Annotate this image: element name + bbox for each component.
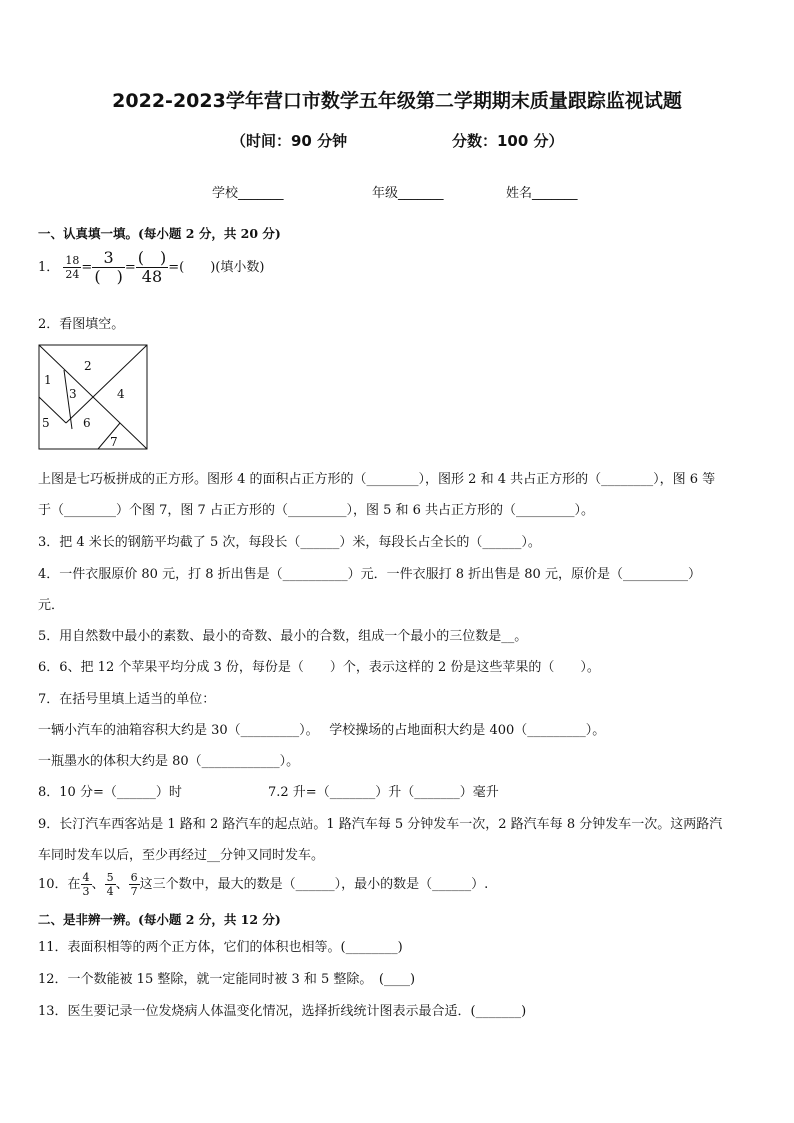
exam-time: （时间：90 分钟 — [231, 132, 348, 150]
school-field: 学校_______ — [212, 186, 284, 201]
question-11: 11．表面积相等的两个正方体，它们的体积也相等。(________) — [38, 940, 403, 955]
equals-sign: = — [124, 260, 136, 275]
tangram-label-2: 2 — [84, 359, 92, 373]
exam-score: 分数：100 分） — [452, 132, 564, 150]
fraction-5-4 — [105, 872, 116, 897]
question-7-line-1: 一辆小汽车的油箱容积大约是 30（_________）。 学校操场的占地面积大约是 400（_________）。 — [38, 723, 606, 738]
question-2: 2．看图填空。 — [38, 317, 125, 332]
tangram-label-6: 6 — [83, 416, 91, 430]
tangram-label-1: 1 — [44, 373, 52, 387]
question-8-part-1: 8．10 分=（______）时 — [38, 785, 182, 800]
separator: 、 — [91, 877, 105, 892]
fraction-blank-48 — [136, 250, 169, 285]
question-1-tail: =( )(填小数) — [168, 260, 265, 275]
fraction-denominator: 48 — [141, 267, 163, 286]
question-3: 3．把 4 米长的钢筋平均截了 5 次，每段长（______）米，每段长占全长的（______）。 — [38, 535, 541, 550]
question-1 — [38, 250, 264, 285]
tangram-label-5: 5 — [42, 416, 50, 430]
fraction-numerator: 18 — [65, 254, 80, 267]
question-10-prefix: 10．在 — [38, 877, 81, 892]
fraction-denominator: 4 — [106, 885, 114, 898]
fraction-18-24 — [63, 255, 81, 280]
tangram-label-7: 7 — [110, 435, 118, 449]
fraction-denominator: 3 — [82, 885, 90, 898]
question-5: 5．用自然数中最小的素数、最小的奇数、最小的合数，组成一个最小的三位数是__。 — [38, 629, 528, 644]
section-2-heading: 二、是非辨一辨。(每小题 2 分，共 12 分) — [38, 912, 281, 927]
fraction-numerator: 3 — [92, 250, 125, 268]
question-8-part-2: 7.2 升=（_______）升（_______）毫升 — [268, 785, 499, 800]
question-9-line-1: 9．长汀汽车西客站是 1 路和 2 路汽车的起点站。1 路汽车每 5 分钟发车一次，2 路汽车每 8 分钟发车一次。这两路汽 — [38, 817, 723, 832]
question-2-line-1: 上图是七巧板拼成的正方形。图形 4 的面积占正方形的（________），图形 2 和 4 共占正方形的（________），图 6 等 — [38, 472, 716, 487]
equals-sign: = — [81, 260, 93, 275]
question-7: 7．在括号里填上适当的单位： — [38, 692, 216, 707]
question-4-line-1: 4．一件衣服原价 80 元，打 8 折出售是（__________）元．一件衣服打 8 折出售是 80 元，原价是（__________） — [38, 567, 701, 582]
question-4-line-2: 元． — [38, 598, 65, 613]
fraction-numerator: ( ) — [137, 248, 167, 267]
fraction-numerator: 4 — [82, 871, 90, 884]
fraction-denominator: 7 — [130, 885, 138, 898]
fraction-denominator: 24 — [65, 268, 80, 281]
question-7-line-2: 一瓶墨水的体积大约是 80（____________）。 — [38, 754, 300, 769]
question-10 — [38, 872, 488, 897]
question-2-line-2: 于（________）个图 7，图 7 占正方形的（_________），图 5 和 6 共占正方形的（_________）。 — [38, 503, 595, 518]
fraction-numerator: 6 — [130, 871, 138, 884]
fraction-6-7 — [129, 872, 140, 897]
question-13: 13．医生要记录一位发烧病人体温变化情况，选择折线统计图表示最合适．(_______) — [38, 1004, 527, 1019]
fraction-3-blank — [92, 250, 125, 285]
question-12: 12．一个数能被 15 整除，就一定能同时被 3 和 5 整除。 (____) — [38, 972, 416, 987]
fraction-denominator: ( ) — [94, 267, 123, 286]
fraction-numerator: 5 — [106, 871, 114, 884]
fraction-4-3 — [81, 872, 92, 897]
question-6: 6．6、把 12 个苹果平均分成 3 份，每份是（ ）个，表示这样的 2 份是这些苹果的（ ）。 — [38, 660, 600, 675]
separator: 、 — [115, 877, 129, 892]
page-title: 2022-2023学年营口市数学五年级第二学期期末质量跟踪监视试题 — [112, 90, 682, 112]
tangram-label-4: 4 — [117, 387, 125, 401]
tangram-figure — [38, 344, 150, 452]
question-10-suffix: 这三个数中，最大的数是（______），最小的数是（______）. — [139, 877, 489, 892]
name-field: 姓名_______ — [506, 186, 578, 201]
tangram-label-3: 3 — [69, 387, 77, 401]
grade-field: 年级_______ — [372, 186, 444, 201]
question-1-number: 1． — [38, 260, 60, 275]
question-9-line-2: 车同时发车以后，至少再经过__分钟又同时发车。 — [38, 848, 325, 863]
section-1-heading: 一、认真填一填。(每小题 2 分，共 20 分) — [38, 226, 281, 241]
